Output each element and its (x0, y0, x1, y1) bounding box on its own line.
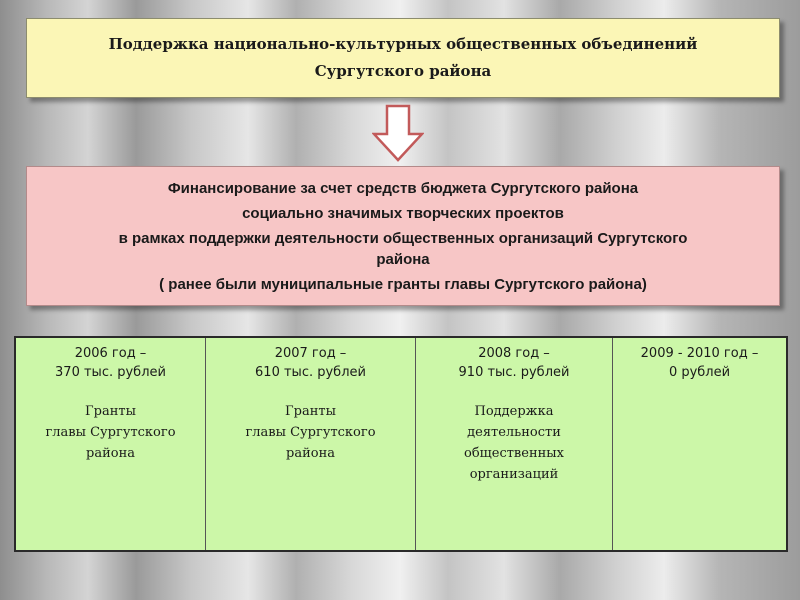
funding-amount: 910 тыс. рублей (458, 365, 570, 380)
funding-cell-2009-2010 (613, 338, 786, 550)
funding-table (14, 336, 788, 552)
financing-line-2: социально значимых творческих проектов (242, 204, 564, 222)
title-line-2: Сургутского района (314, 62, 492, 80)
funding-amount: 0 рублей (668, 365, 731, 380)
financing-line-3b: района (376, 250, 430, 268)
funding-year: 2009 - 2010 год – (640, 346, 759, 361)
funding-description: Гранты главы Сургутского района (45, 404, 176, 461)
funding-amount: 370 тыс. рублей (55, 365, 166, 380)
funding-description: Поддержка деятельности общественных организаций (464, 404, 564, 482)
arrow-down-outline-icon (372, 104, 424, 162)
funding-cell-2007 (206, 338, 416, 550)
funding-year: 2007 год – (274, 346, 347, 361)
title-box (26, 18, 780, 98)
funding-description: Гранты главы Сургутского района (245, 404, 376, 461)
financing-line-4: ( ранее были муниципальные гранты главы Сургутского района) (159, 275, 647, 293)
financing-line-3a: в рамках поддержки деятельности общественных организаций Сургутского (118, 229, 688, 247)
funding-year: 2006 год – (74, 346, 147, 361)
financing-box (26, 166, 780, 306)
funding-cell-2008 (416, 338, 613, 550)
title-line-1: Поддержка национально-культурных общественных объединений (108, 35, 698, 53)
funding-year: 2008 год – (478, 346, 550, 361)
funding-amount: 610 тыс. рублей (255, 365, 366, 380)
funding-cell-2006 (16, 338, 206, 550)
financing-line-1: Финансирование за счет средств бюджета Сургутского района (167, 179, 639, 197)
